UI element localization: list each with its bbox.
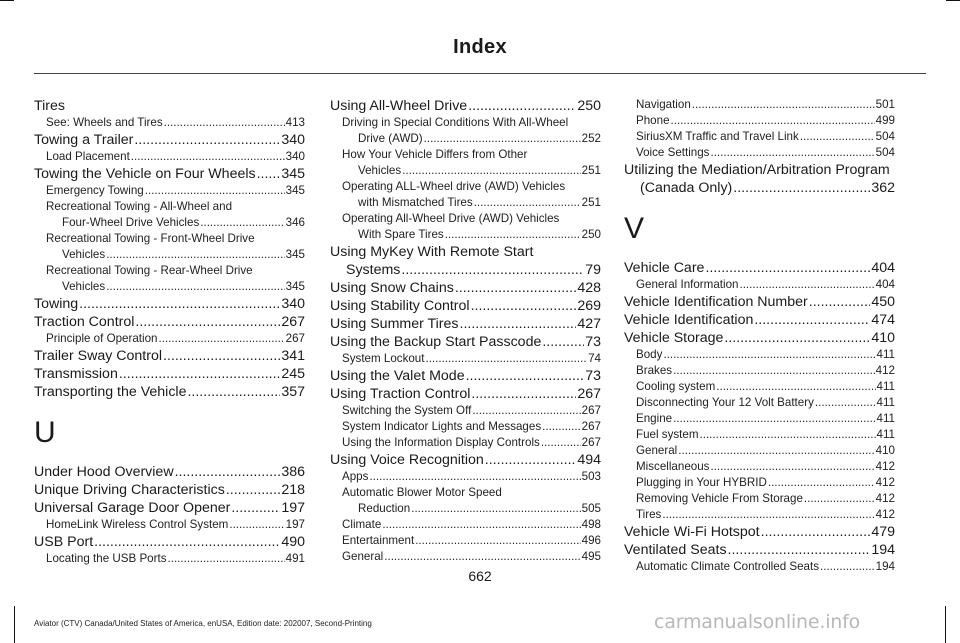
entry-page-number: 345 (281, 166, 305, 182)
index-entry (624, 259, 895, 277)
index-subentry (34, 517, 305, 533)
entry-page-number: 73 (585, 334, 601, 350)
dot-leader (671, 113, 875, 129)
index-subentry (330, 533, 601, 549)
entry-label: Vehicle Identification Number (624, 294, 808, 310)
dot-leader (541, 435, 581, 451)
entry-page-number: 345 (285, 184, 305, 197)
index-entry (34, 347, 305, 365)
entry-label: Disconnecting Your 12 Volt Battery (636, 396, 814, 409)
dot-leader (134, 131, 280, 149)
entry-label: Miscellaneous (636, 460, 710, 473)
entry-page-number: 411 (876, 396, 895, 409)
index-subentry (624, 491, 895, 507)
dot-leader (424, 131, 581, 147)
dot-leader (168, 551, 285, 567)
dot-leader (705, 259, 870, 277)
dot-leader (468, 97, 576, 115)
dot-leader (131, 149, 285, 165)
index-subentry (624, 411, 895, 427)
index-subentry (34, 247, 305, 263)
dot-leader (728, 541, 871, 559)
index-entry (330, 385, 601, 403)
index-subentry-label: Recreational Towing - Rear-Wheel Drive (46, 264, 253, 277)
dot-leader (662, 507, 874, 523)
entry-label: Under Hood Overview (34, 464, 174, 480)
index-subentry (34, 279, 305, 295)
dot-leader (761, 523, 871, 541)
index-subentry (330, 517, 601, 533)
index-subentry (624, 129, 895, 145)
dot-leader (175, 463, 281, 481)
dot-leader (673, 411, 875, 427)
entry-label: Using the Information Display Controls (342, 436, 540, 449)
index-entry (330, 97, 601, 115)
index-subentry (330, 351, 601, 367)
entry-label: Vehicles (358, 164, 402, 177)
dot-leader (94, 533, 280, 551)
dot-leader (460, 315, 577, 333)
entry-page-number: 498 (581, 518, 601, 531)
entry-label: Tires (636, 508, 662, 521)
index-entry (330, 261, 601, 279)
dot-leader (485, 451, 577, 469)
dot-leader (415, 533, 580, 549)
entry-label: with Mismatched Tires (358, 196, 473, 209)
entry-label: Fuel system (636, 428, 699, 441)
entry-page-number: 357 (281, 384, 305, 400)
index-subentry-label: How Your Vehicle Differs from Other (342, 148, 528, 161)
dot-leader (754, 311, 870, 329)
entry-page-number: 479 (871, 524, 895, 540)
entry-label: Vehicle Care (624, 260, 705, 276)
index-entry (34, 97, 305, 115)
entry-page-number: 251 (581, 164, 601, 177)
index-subentry (34, 183, 305, 199)
section-letter: V (624, 212, 645, 245)
entry-page-number: 404 (871, 260, 895, 276)
index-entry (34, 533, 305, 551)
entry-label: Body (636, 348, 663, 361)
page-number: 662 (468, 568, 492, 584)
index-entry (624, 179, 895, 197)
index-entry (330, 333, 601, 351)
entry-label: Engine (636, 412, 673, 425)
dot-leader (471, 297, 577, 315)
entry-label: Vehicle Wi-Fi Hotspot (624, 524, 760, 540)
dot-leader (445, 227, 581, 243)
index-subentry (624, 97, 895, 113)
entry-page-number: 267 (285, 332, 305, 345)
entry-label: Four-Wheel Drive Vehicles (62, 216, 200, 229)
entry-page-number: 345 (285, 280, 305, 293)
index-subentry (330, 549, 601, 565)
entry-page-number: 267 (581, 420, 601, 433)
dot-leader (804, 491, 875, 507)
entry-page-number: 218 (281, 482, 305, 498)
entry-page-number: 79 (585, 262, 601, 278)
entry-label: Reduction (358, 502, 411, 515)
entry-page-number: 267 (281, 314, 305, 330)
dot-leader (471, 385, 576, 403)
entry-page-number: 412 (875, 364, 895, 377)
entry-page-number: 495 (581, 550, 601, 563)
entry-label: Load Placement (46, 150, 130, 163)
index-subentry (330, 227, 601, 243)
index-column-3 (624, 97, 895, 575)
index-subentry (624, 363, 895, 379)
index-subentry (624, 507, 895, 523)
crop-mark-bottom-left (14, 606, 15, 643)
index-subentry (330, 403, 601, 419)
entry-label: Plugging in Your HYBRID (636, 476, 767, 489)
index-subentry (330, 419, 601, 435)
entry-page-number: 194 (871, 542, 895, 558)
dot-leader (135, 313, 280, 331)
dot-leader (159, 331, 285, 347)
entry-page-number: 74 (588, 352, 601, 365)
dot-leader (411, 501, 580, 517)
entry-label: Vehicles (62, 248, 106, 261)
entry-label: Switching the System Off (342, 404, 472, 417)
entry-page-number: 411 (876, 428, 895, 441)
entry-label: With Spare Tires (358, 228, 444, 241)
dot-leader (369, 469, 580, 485)
index-subentry (624, 427, 895, 443)
dot-leader (663, 347, 875, 363)
entry-page-number: 252 (581, 132, 601, 145)
dot-leader (401, 261, 584, 279)
entry-page-number: 474 (871, 312, 895, 328)
entry-label: Entertainment (342, 534, 415, 547)
entry-label: Navigation (636, 98, 691, 111)
index-subentry-label: Operating ALL-Wheel drive (AWD) Vehicles (342, 180, 566, 193)
dot-leader (733, 179, 870, 197)
entry-page-number: 427 (577, 316, 601, 332)
dot-leader (710, 145, 874, 161)
entry-label: Vehicles (62, 280, 106, 293)
edition-footer: Aviator (CTV) Canada/United States of America, enUSA, Edition date: 202007, Second-Printing (34, 619, 372, 628)
watermark-text: carmanualsonline.info (654, 611, 861, 633)
index-subentry (624, 395, 895, 411)
entry-label: Towing (34, 296, 79, 312)
entry-label: Drive (AWD) (358, 132, 423, 145)
index-subentry (330, 435, 601, 451)
entry-label: System Lockout (342, 352, 425, 365)
entry-label: General Information (636, 278, 739, 291)
index-entry (34, 295, 305, 313)
index-subentry (330, 163, 601, 179)
index-subentry (330, 131, 601, 147)
entry-label: System Indicator Lights and Messages (342, 420, 542, 433)
entry-page-number: 411 (876, 348, 895, 361)
entry-page-number: 267 (577, 386, 601, 402)
dot-leader (724, 329, 870, 347)
entry-label: General (636, 444, 678, 457)
entry-page-number: 412 (875, 492, 895, 505)
entry-page-number: 490 (281, 534, 305, 550)
dot-leader (466, 367, 585, 385)
dot-leader (106, 279, 284, 295)
entry-page-number: 197 (285, 518, 305, 531)
dot-leader (402, 163, 580, 179)
index-entry (34, 499, 305, 517)
entry-label: Traction Control (34, 314, 135, 330)
entry-page-number: 450 (871, 294, 895, 310)
entry-label: Apps (342, 470, 369, 483)
index-subentry (624, 145, 895, 161)
index-entry (34, 313, 305, 331)
index-entry (624, 311, 895, 329)
crop-mark-top-right (946, 0, 960, 1)
index-subentry (34, 115, 305, 131)
entry-label: Transporting the Vehicle (34, 384, 187, 400)
index-entry (34, 131, 305, 149)
entry-label: USB Port (34, 534, 94, 550)
index-subentry-label: Driving in Special Conditions With All-Wheel (342, 116, 569, 129)
entry-label: Towing the Vehicle on Four Wheels (34, 166, 256, 182)
entry-label: Phone (636, 114, 670, 127)
entry-page-number: 428 (577, 280, 601, 296)
entry-page-number: 340 (281, 132, 305, 148)
dot-leader (163, 347, 280, 365)
dot-leader (716, 379, 875, 395)
entry-page-number: 499 (875, 114, 895, 127)
crop-mark-top-left (0, 0, 14, 1)
entry-page-number: 250 (577, 98, 601, 114)
dot-leader (710, 459, 874, 475)
dot-leader (472, 403, 580, 419)
entry-page-number: 410 (871, 330, 895, 346)
entry-page-number: 362 (871, 180, 895, 196)
entry-label: Trailer Sway Control (34, 348, 162, 364)
index-subentry (34, 331, 305, 347)
index-entry (624, 541, 895, 559)
entry-label: Removing Vehicle From Storage (636, 492, 803, 505)
dot-leader (257, 165, 281, 183)
dot-leader (700, 427, 876, 443)
index-subentry (624, 443, 895, 459)
dot-leader (474, 195, 581, 211)
dot-leader (800, 129, 875, 145)
dot-leader (542, 419, 581, 435)
entry-label: Using Summer Tires (330, 316, 459, 332)
entry-label: Principle of Operation (46, 332, 158, 345)
index-entry (330, 451, 601, 469)
entry-label: Vehicle Identification (624, 312, 754, 328)
entry-label: Using the Backup Start Passcode (330, 334, 542, 350)
index-entry (624, 329, 895, 347)
index-subentry (330, 195, 601, 211)
dot-leader (106, 247, 284, 263)
entry-page-number: 411 (876, 412, 895, 425)
entry-page-number: 491 (285, 552, 305, 565)
entry-page-number: 410 (875, 444, 895, 457)
index-subentry (34, 215, 305, 231)
title-divider (34, 73, 926, 74)
dot-leader (226, 481, 281, 499)
dot-leader (739, 277, 874, 293)
entry-page-number: 501 (875, 98, 895, 111)
dot-leader (678, 443, 874, 459)
entry-label: Transmission (34, 366, 118, 382)
entry-label: SiriusXM Traffic and Travel Link (636, 130, 799, 143)
dot-leader (229, 517, 284, 533)
dot-leader (455, 279, 577, 297)
dot-leader (187, 383, 280, 401)
index-entry (34, 365, 305, 383)
index-subentry (624, 459, 895, 475)
index-column-2 (330, 97, 601, 565)
entry-page-number: 411 (876, 380, 895, 393)
dot-leader (164, 115, 285, 131)
entry-page-number: 245 (281, 366, 305, 382)
index-subentry (330, 469, 601, 485)
entry-page-number: 404 (875, 278, 895, 291)
index-entry (34, 481, 305, 499)
entry-label: Unique Driving Characteristics (34, 482, 225, 498)
entry-page-number: 412 (875, 476, 895, 489)
page-title: Index (453, 36, 507, 58)
entry-page-number: 494 (577, 452, 601, 468)
entry-page-number: 73 (585, 368, 601, 384)
index-subentry (624, 347, 895, 363)
index-column-1 (34, 97, 305, 567)
dot-leader (231, 499, 280, 517)
index-subentry (624, 277, 895, 293)
index-entry (624, 523, 895, 541)
dot-leader (425, 351, 587, 367)
entry-label: Using the Valet Mode (330, 368, 465, 384)
entry-label: General (342, 550, 384, 563)
entry-page-number: 251 (581, 196, 601, 209)
index-subentry (34, 551, 305, 567)
dot-leader (384, 549, 580, 565)
index-subentry (34, 149, 305, 165)
entry-label: Systems (346, 262, 401, 278)
entry-page-number: 340 (281, 296, 305, 312)
entry-label: HomeLink Wireless Control System (46, 518, 229, 531)
dot-leader (809, 293, 871, 311)
entry-label: Using Stability Control (330, 298, 470, 314)
section-letter: U (34, 416, 56, 449)
dot-leader (119, 365, 280, 383)
dot-leader (542, 333, 584, 351)
entry-label: Using Traction Control (330, 386, 471, 402)
index-entry-label: Utilizing the Mediation/Arbitration Program (624, 162, 890, 178)
index-subentry-label: Recreational Towing - Front-Wheel Drive (46, 232, 255, 245)
entry-page-number: 250 (581, 228, 601, 241)
index-subentry (624, 113, 895, 129)
dot-leader (200, 215, 284, 231)
entry-page-number: 412 (875, 508, 895, 521)
dot-leader (692, 97, 875, 113)
entry-label: Tires (34, 98, 66, 114)
entry-label: Using Voice Recognition (330, 452, 484, 468)
entry-page-number: 496 (581, 534, 601, 547)
entry-page-number: 386 (281, 464, 305, 480)
index-entry (34, 463, 305, 481)
entry-page-number: 194 (875, 560, 895, 573)
entry-page-number: 503 (581, 470, 601, 483)
entry-label: (Canada Only) (640, 180, 733, 196)
dot-leader (673, 363, 875, 379)
entry-label: Emergency Towing (46, 184, 144, 197)
entry-label: Cooling system (636, 380, 716, 393)
index-entry (34, 165, 305, 183)
entry-page-number: 267 (581, 404, 601, 417)
entry-page-number: 346 (285, 216, 305, 229)
entry-label: Vehicle Storage (624, 330, 724, 346)
entry-label: Brakes (636, 364, 673, 377)
entry-label: Using Snow Chains (330, 280, 454, 296)
entry-page-number: 505 (581, 502, 601, 515)
dot-leader (382, 517, 580, 533)
index-entry (330, 279, 601, 297)
entry-label: Automatic Climate Controlled Seats (636, 560, 820, 573)
index-subentry (624, 379, 895, 395)
entry-page-number: 413 (285, 116, 305, 129)
index-entry (34, 383, 305, 401)
dot-leader (815, 395, 876, 411)
entry-page-number: 412 (875, 460, 895, 473)
entry-page-number: 267 (581, 436, 601, 449)
entry-page-number: 269 (577, 298, 601, 314)
entry-label: Towing a Trailer (34, 132, 134, 148)
entry-label: Locating the USB Ports (46, 552, 167, 565)
entry-label: Climate (342, 518, 382, 531)
dot-leader (79, 295, 280, 313)
entry-page-number: 340 (285, 150, 305, 163)
entry-label: Voice Settings (636, 146, 710, 159)
crop-mark-bottom-right (945, 606, 946, 643)
index-subentry-label: Automatic Blower Motor Speed (342, 486, 502, 499)
entry-label: Universal Garage Door Opener (34, 500, 231, 516)
entry-page-number: 504 (875, 130, 895, 143)
index-entry (330, 297, 601, 315)
entry-page-number: 197 (281, 500, 305, 516)
index-entry-label: Using MyKey With Remote Start (330, 244, 534, 260)
entry-page-number: 504 (875, 146, 895, 159)
dot-leader (768, 475, 875, 491)
index-entry (330, 315, 601, 333)
index-subentry-label: Operating All-Wheel Drive (AWD) Vehicles (342, 212, 560, 225)
dot-leader (145, 183, 285, 199)
index-subentry-label: Recreational Towing - All-Wheel and (46, 200, 233, 213)
entry-page-number: 341 (281, 348, 305, 364)
index-entry (330, 367, 601, 385)
index-entry (624, 293, 895, 311)
entry-label: See: Wheels and Tires (46, 116, 163, 129)
index-subentry (330, 501, 601, 517)
entry-page-number: 345 (285, 248, 305, 261)
entry-label: Using All-Wheel Drive (330, 98, 468, 114)
entry-label: Ventilated Seats (624, 542, 727, 558)
index-subentry (624, 475, 895, 491)
